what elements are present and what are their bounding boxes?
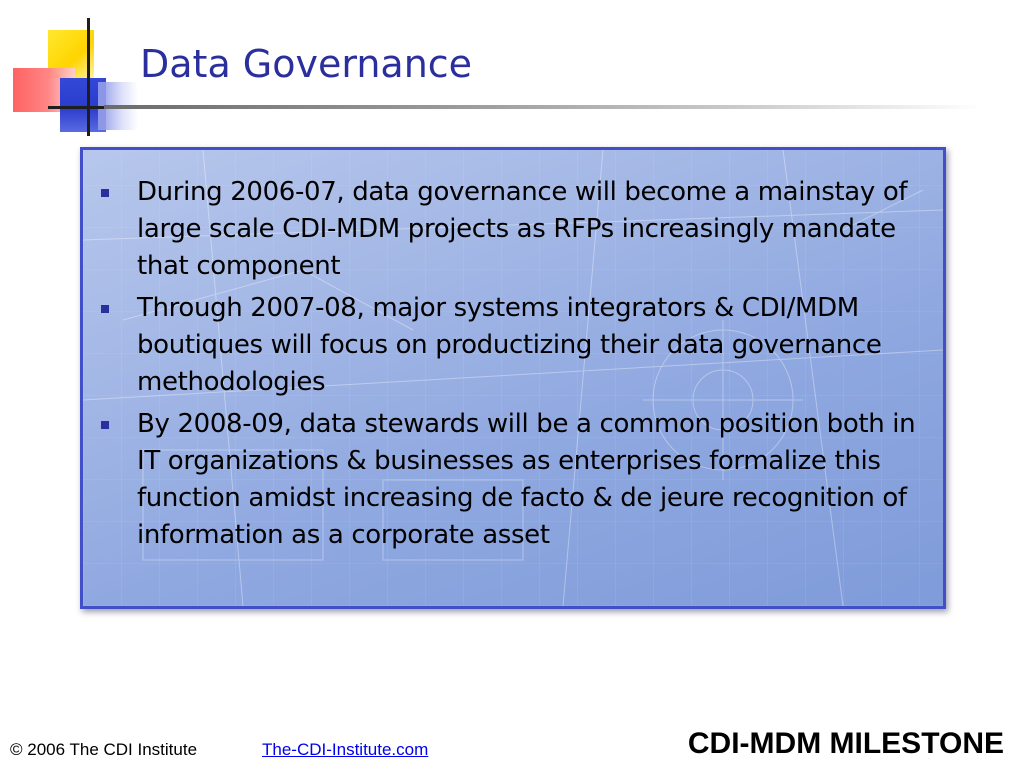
square-bullet-icon — [101, 305, 109, 313]
square-bullet-icon — [101, 189, 109, 197]
copyright-text: © 2006 The CDI Institute — [10, 740, 198, 759]
bullet-text: By 2008-09, data stewards will be a common position both in IT organizations & businesses as enterprises formalize this function amidst increasing de facto & de jeure recognition of information as a corporate asset — [137, 409, 916, 550]
bullet-text: Through 2007-08, major systems integrators & CDI/MDM boutiques will focus on productizing their data governance methodologies — [137, 293, 882, 397]
content-panel — [80, 147, 946, 609]
slide-title: Data Governance — [140, 42, 473, 86]
bullet-text: During 2006-07, data governance will become a mainstay of large scale CDI-MDM projects as RFPs increasingly mandate that component — [137, 177, 908, 281]
decorative-squares-logo — [0, 0, 150, 150]
title-divider — [104, 105, 984, 109]
website-link[interactable]: The-CDI-Institute.com — [262, 740, 429, 759]
vertical-line — [87, 18, 90, 136]
list-item — [83, 290, 943, 401]
square-bullet-icon — [101, 421, 109, 429]
list-item — [83, 406, 943, 554]
bullet-list — [83, 174, 943, 559]
list-item — [83, 174, 943, 285]
footer-brand-title: CDI-MDM MILESTONE — [687, 727, 1004, 760]
